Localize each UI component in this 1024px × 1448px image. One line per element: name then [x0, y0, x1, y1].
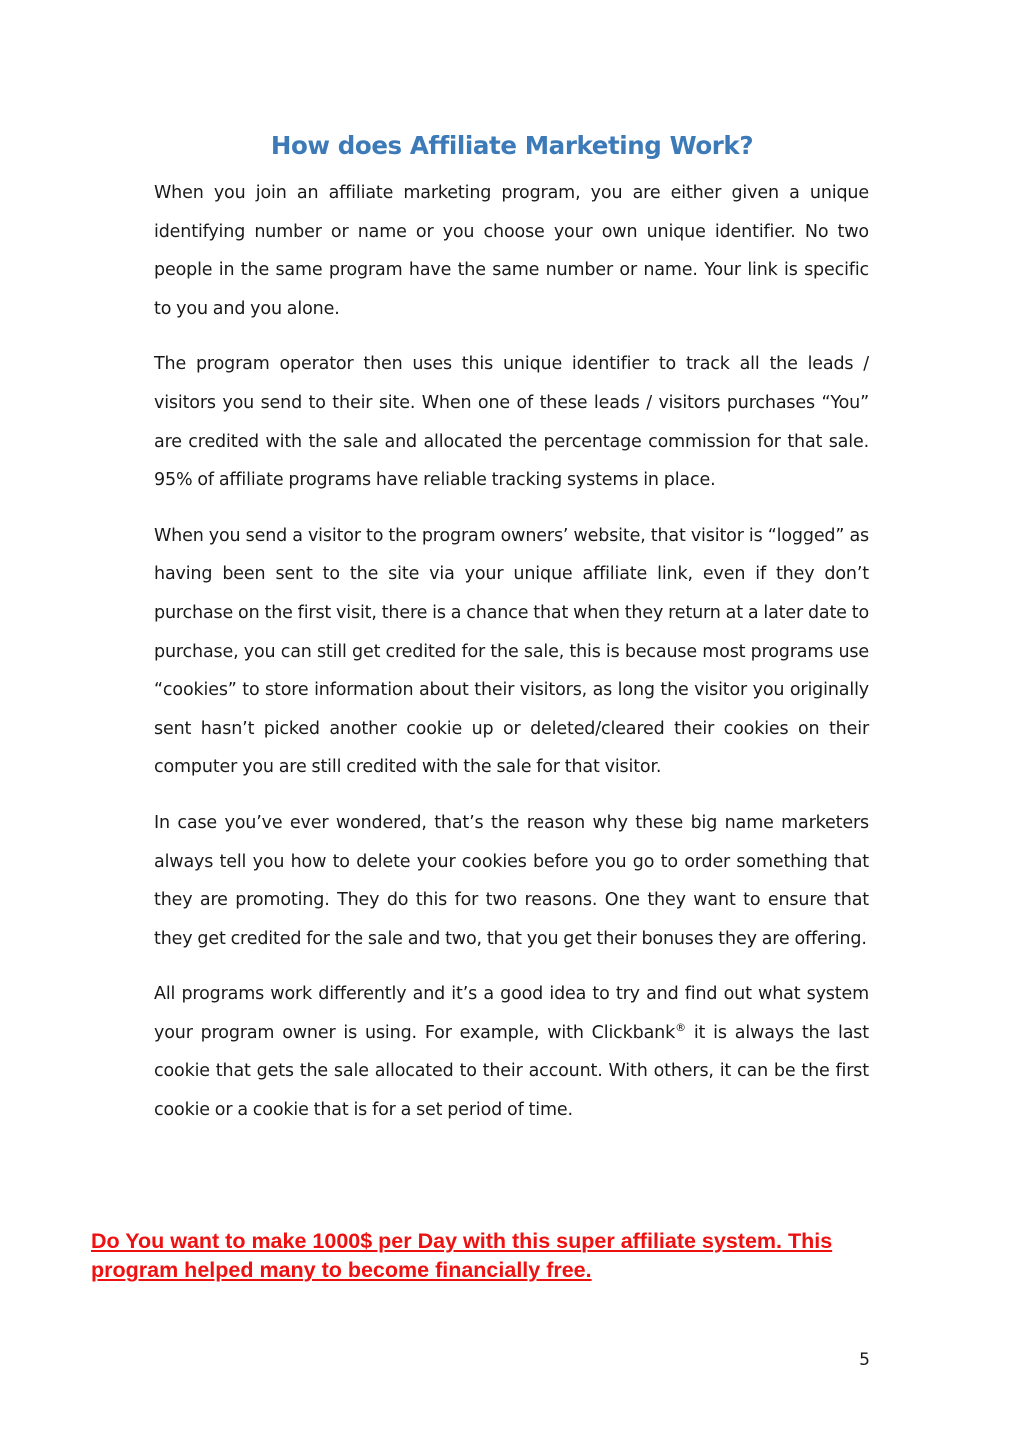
article-body: [154, 174, 869, 1147]
paragraph-cookies: When you send a visitor to the program owners’ website, that visitor is “logged” as having been sent to the site via your unique affiliate link, even if they don’t purchase on the first visit, there is a chance that when they return at a later date to purchase, you can still get credited for the sale, this is because most programs use “cookies” to store information about their visitors, as long the visitor you originally sent hasn’t picked another cookie up or deleted/cleared their cookies on their computer you are still credited with the sale for that visitor.: [154, 525, 869, 778]
paragraph-tracking: The program operator then uses this unique identifier to track all the leads / visitors you send to their site. When one of these leads / visitors purchases “You” are credited with the sale and allocated the percentage commission for that sale. 95% of affiliate programs have reliable tracking systems in place.: [154, 354, 869, 491]
paragraph-program-differences-end: it is always the last cookie that gets the sale allocated to their account. With others, it can be the first cookie or a cookie that is for a set period of time.: [154, 1022, 869, 1121]
page-number: 5: [859, 1350, 870, 1370]
registered-mark: ®: [675, 1021, 686, 1035]
paragraph-delete-cookies: In case you’ve ever wondered, that’s the reason why these big name marketers always tell you how to delete your cookies before you go to order something that they are promoting. They do this for two reasons. One they want to ensure that they get credited for the sale and two, that you get their bonuses they are offering.: [154, 812, 869, 949]
paragraph-program-differences: [154, 975, 869, 1129]
paragraph-program-differences-start: All programs work differently and it’s a good idea to try and find out what system your program owner is using. For example, with Clickbank: [154, 984, 869, 1043]
paragraph-unique-identifier: When you join an affiliate marketing program, you are either given a unique identifying number or name or you choose your own unique identifier. No two people in the same program have the same number or name. Your link is specific to you and you alone.: [154, 183, 869, 319]
promo-link[interactable]: Do You want to make 1000$ per Day with this super affiliate system. This program helped many to become financially free.: [91, 1229, 833, 1282]
page-title: How does Affiliate Marketing Work?: [270, 131, 754, 160]
